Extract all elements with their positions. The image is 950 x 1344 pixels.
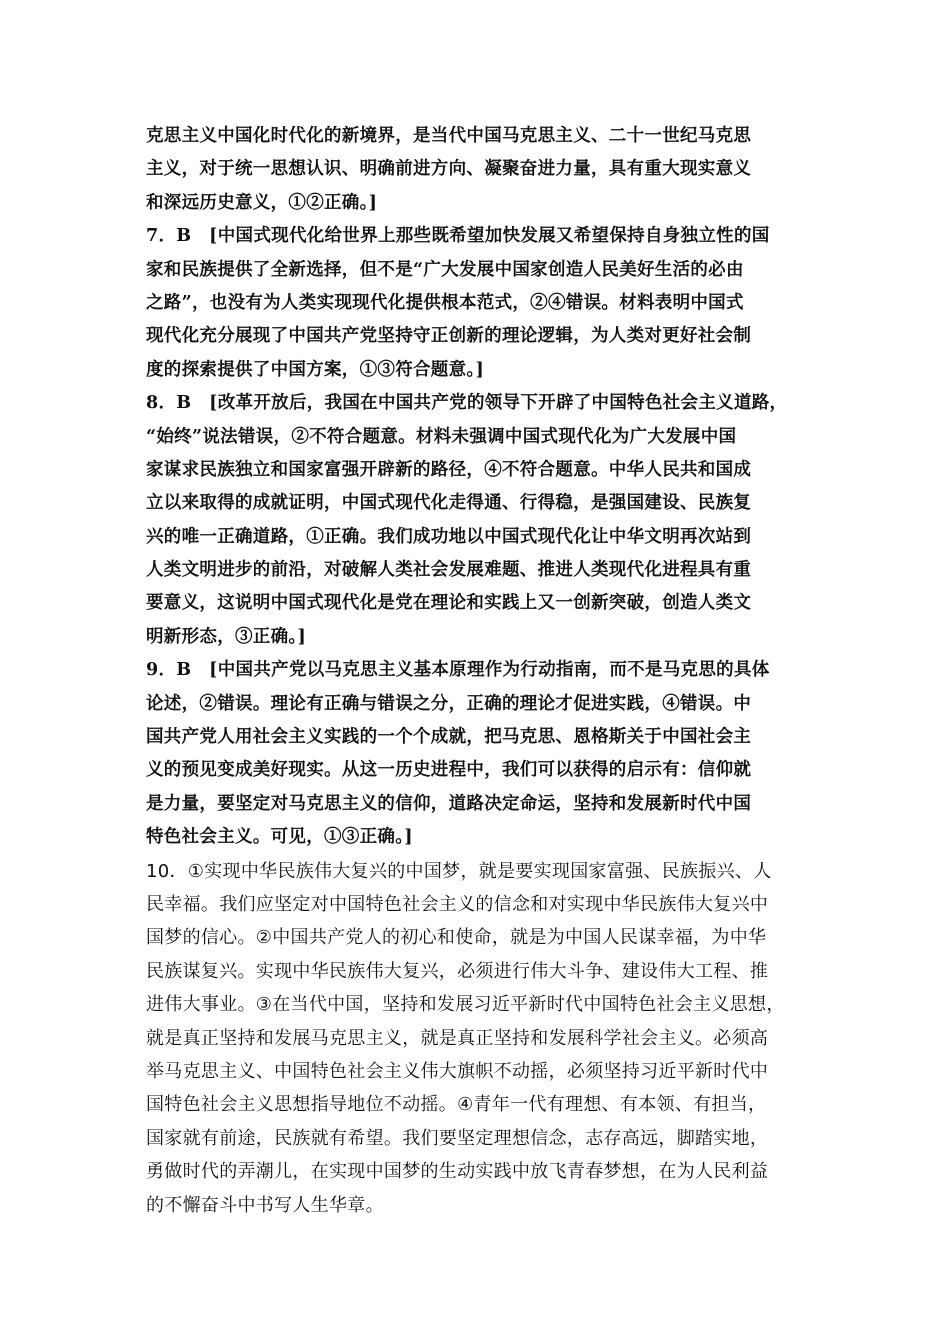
text-line: 立以来取得的成就证明，中国式现代化走得通、行得稳，是强国建设、民族复 — [146, 493, 752, 514]
text-line: 之路”，也没有为人类实现现代化提供根本范式，②④错误。材料表明中国式 — [146, 292, 744, 313]
text-line: 是力量，要坚定对马克思主义的信仰，道路决定命运，坚持和发展新时代中国 — [146, 793, 752, 814]
text-line: 就是真正坚持和发展马克思主义，就是真正坚持和发展科学社会主义。必须高 — [146, 1027, 769, 1049]
answer-9 — [146, 654, 810, 854]
text-line: 论述，②错误。理论有正确与错误之分，正确的理论才促进实践，④错误。中 — [146, 693, 752, 714]
text-line: 人类文明进步的前沿，对破解人类社会发展难题、推进人类现代化进程具有重 — [146, 560, 752, 581]
text-line: 主义，对于统一思想认识、明确前进方向、凝聚奋进力量，具有重大现实意义 — [146, 159, 752, 180]
text-line: 度的探索提供了中国方案，①③符合题意。] — [146, 359, 485, 380]
text-line: 勇做时代的弄潮儿，在实现中国梦的生动实践中放飞青春梦想，在为人民利益 — [146, 1161, 769, 1183]
text-line: 国共产党人用社会主义实践的一个个成就，把马克思、恩格斯关于中国社会主 — [146, 727, 752, 748]
answer-8 — [146, 387, 810, 654]
text-line: 的不懈奋斗中书写人生华章。 — [146, 1194, 384, 1216]
text-line: 明新形态，③正确。] — [146, 626, 307, 647]
text-line: 7．B [中国式现代化给世界上那些既希望加快发展又希望保持自身独立性的国 — [146, 226, 770, 247]
text-line: 特色社会主义。可见，①③正确。] — [146, 827, 413, 848]
text-line: 要意义，这说明中国式现代化是党在理论和实践上又一创新突破，创造人类文 — [146, 593, 752, 614]
text-line: 9．B [中国共产党以马克思主义基本原理作为行动指南，而不是马克思的具体 — [146, 660, 770, 681]
text-line: 义的预见变成美好现实。从这一历史进程中，我们可以获得的启示有：信仰就 — [146, 760, 752, 781]
answer-page — [146, 120, 810, 1222]
continuation-paragraph — [146, 120, 810, 220]
text-line: 国家就有前途，民族就有希望。我们要坚定理想信念，志存高远，脚踏实地， — [146, 1127, 769, 1149]
answer-7 — [146, 220, 810, 387]
text-line: 现代化充分展现了中国共产党坚持守正创新的理论逻辑，为人类对更好社会制 — [146, 326, 752, 347]
text-line: 兴的唯一正确道路，①正确。我们成功地以中国式现代化让中华文明再次站到 — [146, 526, 752, 547]
text-line: 民幸福。我们应坚定对中国特色社会主义的信念和对实现中华民族伟大复兴中 — [146, 893, 769, 915]
text-line: 国特色社会主义思想指导地位不动摇。④青年一代有理想、有本领、有担当， — [146, 1094, 767, 1116]
text-line: 进伟大事业。③在当代中国，坚持和发展习近平新时代中国特色社会主义思想， — [146, 994, 785, 1016]
text-line: 家和民族提供了全新选择，但不是“广大发展中国家创造人民美好生活的必由 — [146, 259, 744, 280]
answer-10 — [146, 855, 810, 1222]
text-line: 举马克思主义、中国特色社会主义伟大旗帜不动摇，必须坚持习近平新时代中 — [146, 1060, 769, 1082]
text-line: 国梦的信心。②中国共产党人的初心和使命，就是为中国人民谋幸福，为中华 — [146, 927, 767, 949]
text-line: 10．①实现中华民族伟大复兴的中国梦，就是要实现国家富强、民族振兴、人 — [146, 860, 772, 882]
text-line: “始终”说法错误，②不符合题意。材料未强调中国式现代化为广大发展中国 — [146, 426, 737, 447]
text-line: 家谋求民族独立和国家富强开辟新的路径，④不符合题意。中华人民共和国成 — [146, 459, 752, 480]
text-line: 民族谋复兴。实现中华民族伟大复兴，必须进行伟大斗争、建设伟大工程、推 — [146, 960, 769, 982]
text-line: 克思主义中国化时代化的新境界，是当代中国马克思主义、二十一世纪马克思 — [146, 126, 752, 146]
text-line: 8．B [改革开放后，我国在中国共产党的领导下开辟了中国特色社会主义道路， — [146, 393, 788, 414]
text-line: 和深远历史意义，①②正确。] — [146, 192, 378, 213]
